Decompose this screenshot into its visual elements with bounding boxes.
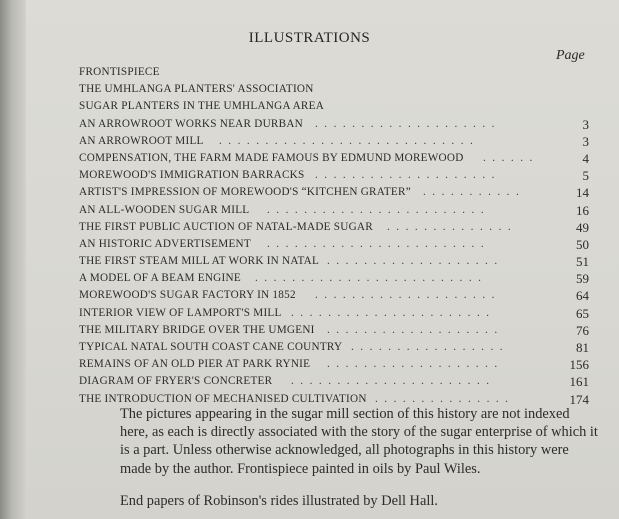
entry-title: A MODEL OF A BEAM ENGINE (79, 272, 241, 285)
list-item (79, 307, 589, 324)
entry-title: THE MILITARY BRIDGE OVER THE UMGENI (79, 323, 315, 336)
entry-title: AN ARROWROOT WORKS NEAR DURBAN (79, 117, 304, 130)
dot-leader: ........................ (267, 237, 491, 250)
entry-title: SUGAR PLANTERS IN THE UMHLANGA AREA (79, 100, 325, 113)
list-item (79, 204, 589, 221)
entry-title: AN ALL-WOODEN SUGAR MILL (79, 203, 250, 216)
entry-title: TYPICAL NATAL SOUTH COAST CANE COUNTRY (79, 341, 343, 353)
dot-leader: .................... (315, 289, 501, 302)
dot-leader: ........... (423, 186, 526, 199)
entry-title: AN ARROWROOT MILL (79, 134, 204, 147)
note-paragraph: The pictures appearing in the sugar mill section of this history are not indexed here, as each is directly associated with the story of the sugar enterprise of which it is a part. Unless otherwise acknowledged, all photographs in this history were made by the author. Frontispiece painted in oils by Paul Wiles. (120, 406, 598, 477)
list-item (79, 272, 589, 289)
entry-page-number: 16 (576, 202, 589, 218)
entry-title: THE INTRODUCTION OF MECHANISED CULTIVATION (79, 392, 367, 405)
entry-title: FRONTISPIECE (79, 66, 160, 78)
entry-page-number: 81 (576, 340, 589, 355)
dot-leader: ................. (351, 341, 510, 353)
entry-page-number: 76 (576, 322, 589, 338)
entry-page-number: 5 (582, 168, 589, 184)
list-item (79, 118, 589, 135)
dot-leader: ............... (375, 392, 515, 405)
list-item (79, 152, 589, 169)
dot-leader: .............. (387, 220, 518, 233)
entry-title: THE UMHLANGA PLANTERS' ASSOCIATION (79, 83, 314, 96)
dot-leader: .................... (315, 117, 501, 130)
entry-title: REMAINS OF AN OLD PIER AT PARK RYNIE (79, 358, 311, 371)
dot-leader: ...... (483, 151, 539, 164)
list-item (79, 358, 589, 375)
dot-leader: ...................... (291, 375, 496, 388)
list-item (79, 221, 589, 238)
entry-page-number: 49 (576, 219, 589, 235)
list-item (79, 375, 589, 392)
list-item (79, 66, 589, 83)
entry-title: DIAGRAM OF FRYER'S CONCRETER (79, 375, 273, 388)
entry-title: ARTIST'S IMPRESSION OF MOREWOOD'S “KITCHEN GRATER” (79, 186, 411, 199)
list-item (79, 83, 589, 100)
illustrations-list (79, 66, 589, 410)
dot-leader: ................... (327, 323, 504, 336)
entry-page-number: 3 (582, 133, 589, 149)
entry-page-number: 3 (582, 116, 589, 132)
list-item (79, 289, 589, 306)
page-title: ILLUSTRATIONS (248, 30, 371, 46)
entry-title: MOREWOOD'S SUGAR FACTORY IN 1852 (79, 289, 296, 302)
list-item (79, 169, 589, 186)
entry-page-number: 51 (576, 254, 589, 270)
entry-title: AN HISTORIC ADVERTISEMENT (79, 237, 251, 250)
list-item (79, 255, 589, 272)
entry-page-number: 50 (576, 236, 589, 252)
list-item (79, 324, 589, 341)
entry-title: INTERIOR VIEW OF LAMPORT'S MILL (79, 306, 282, 319)
entry-page-number: 174 (569, 391, 589, 407)
dot-leader: .................... (315, 169, 501, 182)
list-item (79, 186, 589, 203)
endpapers-credit: End papers of Robinson's rides illustrated by Dell Hall. (120, 492, 438, 509)
entry-page-number: 59 (576, 271, 589, 287)
page-column-label: Page (556, 48, 585, 63)
entry-title: MOREWOOD'S IMMIGRATION BARRACKS (79, 169, 305, 182)
entry-page-number: 161 (569, 374, 589, 390)
dot-leader: ................... (327, 358, 504, 371)
dot-leader: ......................... (255, 272, 488, 285)
entry-page-number: 156 (569, 357, 589, 373)
dot-leader: ...................... (291, 306, 496, 319)
entry-page-number: 64 (576, 288, 589, 304)
list-item (79, 238, 589, 255)
book-spine-shadow (0, 0, 26, 519)
entry-title: COMPENSATION, THE FARM MADE FAMOUS BY EDMUND MOREWOOD (79, 151, 464, 164)
entry-title: THE FIRST PUBLIC AUCTION OF NATAL-MADE SUGAR (79, 220, 373, 233)
dot-leader: ................... (327, 255, 504, 268)
list-item (79, 135, 589, 152)
dot-leader: ............................ (219, 134, 480, 147)
list-item (79, 341, 589, 358)
list-item (79, 100, 589, 117)
entry-page-number: 65 (576, 305, 589, 321)
entry-title: THE FIRST STEAM MILL AT WORK IN NATAL (79, 255, 320, 268)
note-block (120, 405, 600, 510)
entry-page-number: 4 (582, 150, 589, 166)
entry-page-number: 14 (576, 185, 589, 201)
dot-leader: ........................ (267, 203, 491, 216)
